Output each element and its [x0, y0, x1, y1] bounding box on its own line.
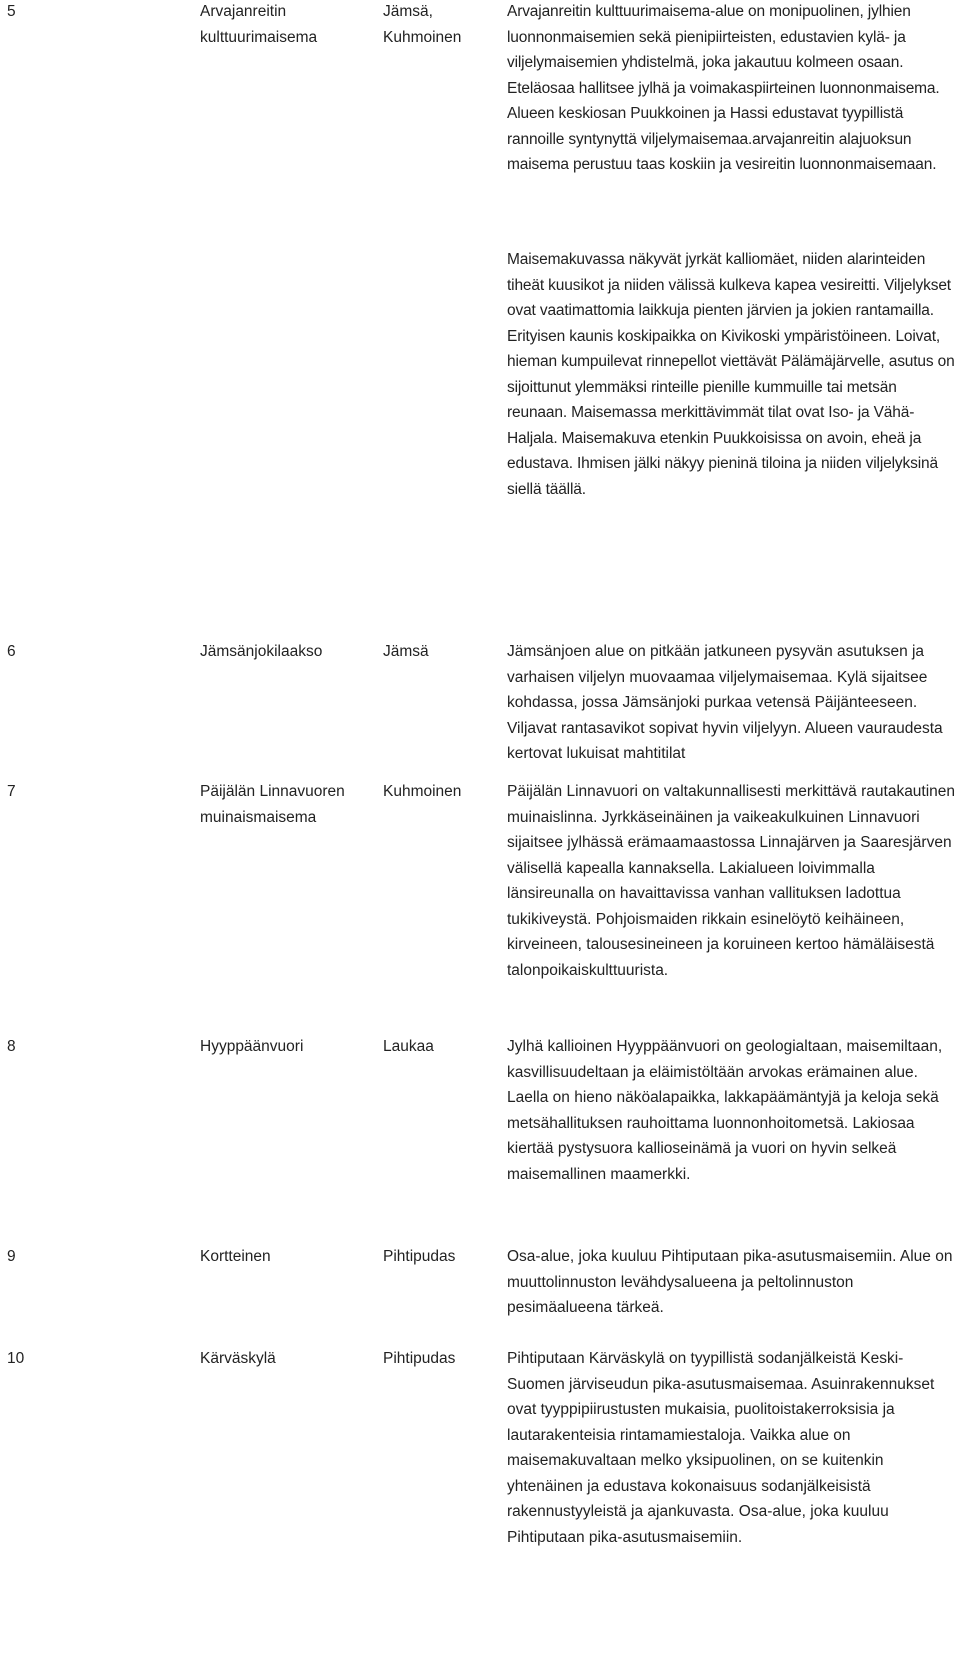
municipality: Pihtipudas — [383, 1350, 456, 1367]
area-description: Päijälän Linnavuori on valtakunnallisesti merkittävä rautakautinen muinaislinna. Jyrkkäseinäinen ja vaikeakulkuinen Linnavuori sijaitsee jylhässä erämaamaastossa Linnajärven ja Saaresjärven välisellä kapealla kannaksella. Lakialueen loivimmalla länsireunalla on havaittavissa vanhan vallituksen ladottua tukikiveystä. Pohjoismaiden rikkain esinelöytö keihäineen, kirveineen, talousesineineen ja koruineen kertoo hämäläisestä talonpoikaiskulttuurista. — [507, 783, 956, 979]
row-number: 6 — [7, 643, 16, 660]
area-name: Hyyppäänvuori — [200, 1038, 304, 1055]
row-number: 7 — [7, 783, 16, 800]
municipality: Jämsä, Kuhmoinen — [383, 3, 462, 46]
area-description-continued: Maisemakuvassa näkyvät jyrkät kalliomäet, niiden alarinteiden tiheät kuusikot ja niiden välissä kulkeva kapea vesireitti. Viljelykset ovat vaatimattomia laikkuja pienten järvien ja jokien rantamailla. Erityisen kaunis koskipaikka on Kivikoski ympäristöineen. Loivat, hieman kumpuilevat rinnepellot viettävät Pälämäjärvelle, asutus on sijoittunut ylemmäksi rinteille pienille kummuille tai metsän reunaan. Maisemassa merkittävimmät tilat ovat Iso- ja Vähä-Haljala. Maisemakuva etenkin Puukkoisissa on avoin, eheä ja edustava. Ihmisen jälki näkyy pieninä tiloina ja niiden viljelyksinä siellä täällä. — [507, 251, 955, 498]
municipality: Jämsä — [383, 643, 429, 660]
area-name: Jämsänjokilaakso — [200, 643, 323, 660]
area-name: Kortteinen — [200, 1248, 271, 1265]
municipality: Pihtipudas — [383, 1248, 456, 1265]
row-number: 5 — [7, 3, 16, 20]
area-name: Päijälän Linnavuoren muinaismaisema — [200, 783, 345, 826]
area-description: Jämsänjoen alue on pitkään jatkuneen pysyvän asutuksen ja varhaisen viljelyn muovaamaa viljelymaisemaa. Kylä sijaitsee kohdassa, jossa Jämsänjoki purkaa vetensä Päijänteeseen. Viljavat rantasavikot sopivat hyvin viljelyyn. Alueen vauraudesta kertovat lukuisat mahtitilat — [507, 643, 943, 762]
row-number: 9 — [7, 1248, 16, 1265]
municipality: Laukaa — [383, 1038, 434, 1055]
municipality: Kuhmoinen — [383, 783, 462, 800]
area-description: Jylhä kallioinen Hyyppäänvuori on geologialtaan, maisemiltaan, kasvillisuudeltaan ja eläimistöltään arvokas erämainen alue. Laella on hieno näköalapaikka, lakkapäämäntyjä ja keloja sekä metsähallituksen rauhoittama luonnonhoitometsä. Lakiosaa kiertää pystysuora kallioseinämä ja vuori on hyvin selkeä maisemallinen maamerkki. — [507, 1038, 943, 1183]
area-description: Osa-alue, joka kuuluu Pihtiputaan pika-asutusmaisemiin. Alue on muuttolinnuston levähdysalueena ja peltolinnuston pesimäalueena tärkeä. — [507, 1248, 953, 1316]
area-description: Pihtiputaan Kärväskylä on tyypillistä sodanjälkeistä Keski-Suomen järviseudun pika-asutusmaisemaa. Asuinrakennukset ovat tyyppipiirustusten mukaisia, puolitoistakerroksisia ja lautarakenteisia rintamamiestaloja. Vaikka alue on maisemakuvaltaan melko yksipuolinen, on se kuitenkin yhtenäinen ja edustava kokonaisuus sodanjälkeisistä rakennustyyleistä ja ajankuvasta. Osa-alue, joka kuuluu Pihtiputaan pika-asutusmaisemiin. — [507, 1350, 935, 1546]
area-name: Arvajanreitin kulttuurimaisema — [200, 3, 318, 46]
area-description: Arvajanreitin kulttuurimaisema-alue on monipuolinen, jylhien luonnonmaisemien sekä pienipiirteisten, edustavien kylä- ja viljelymaisemien yhdistelmä, joka jakautuu kolmeen osaan. Eteläosaa hallitsee jylhä ja voimakaspiirteinen luonnonmaisema. Alueen keskiosan Puukkoinen ja Hassi edustavat tyypillistä rannoille syntynyttä viljelymaisemaa.arvajanreitin alajuoksun maisema perustuu taas koskiin ja vesireitin luonnonmaisemaan. — [507, 3, 940, 173]
row-number: 10 — [7, 1350, 25, 1367]
area-name: Kärväskylä — [200, 1350, 276, 1367]
row-number: 8 — [7, 1038, 16, 1055]
